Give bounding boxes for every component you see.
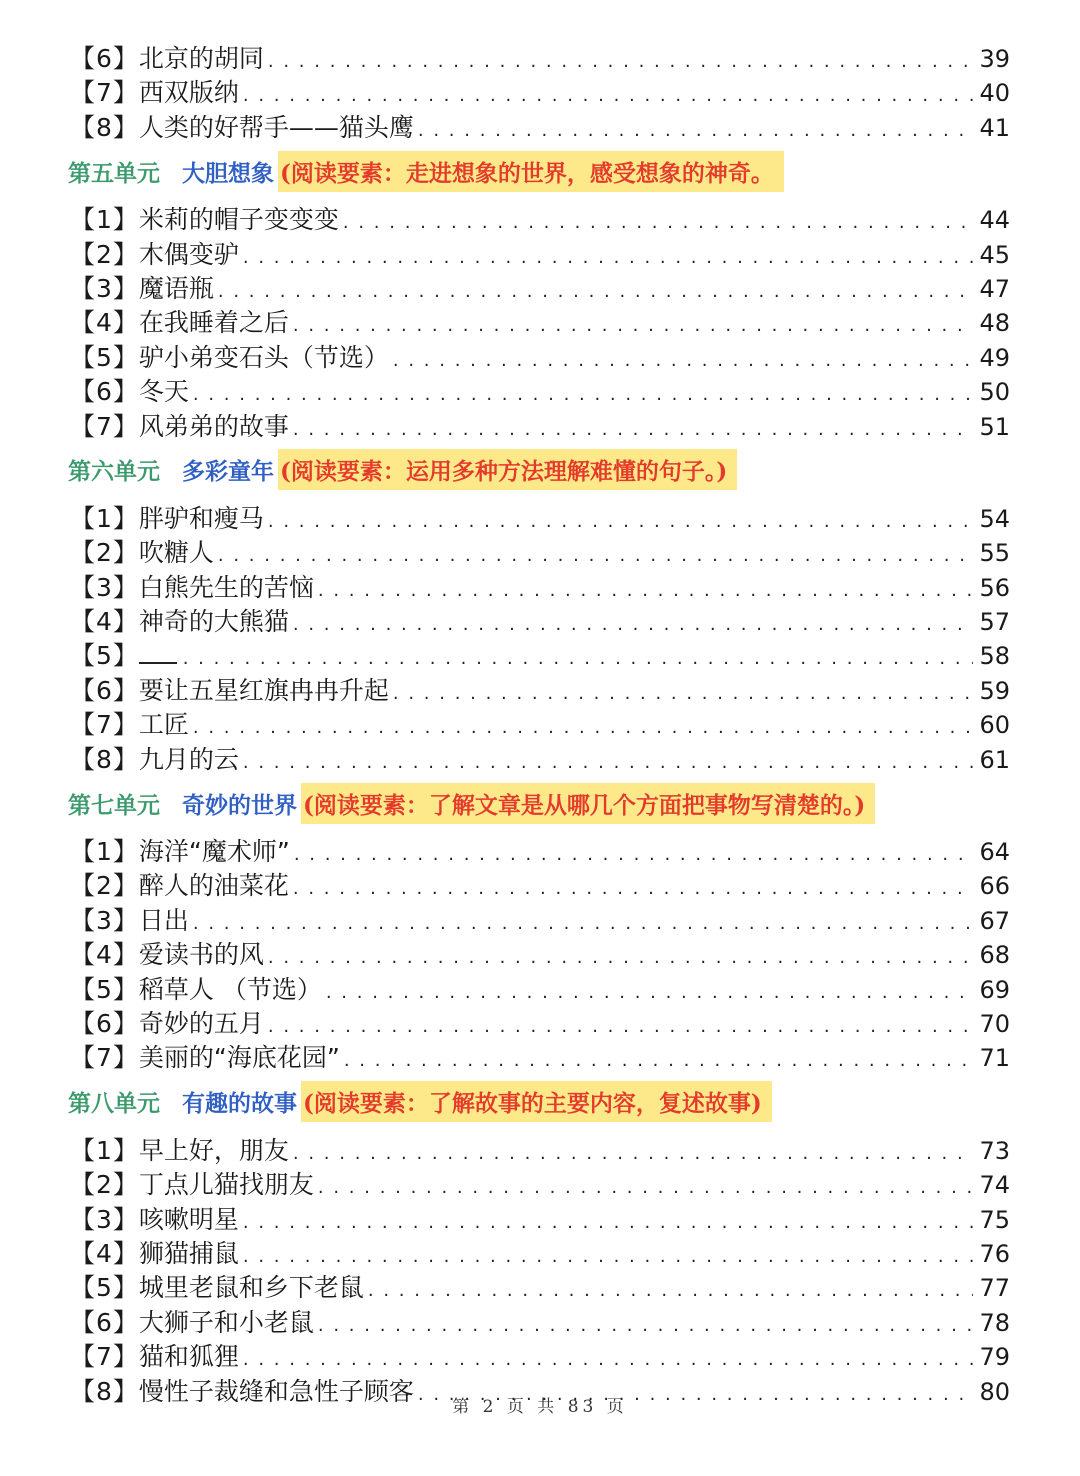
toc-entry[interactable] bbox=[70, 341, 1010, 375]
unit-label: 第七单元 bbox=[68, 791, 160, 819]
blank-title-line bbox=[139, 640, 177, 664]
toc-entry[interactable] bbox=[70, 1306, 1010, 1340]
unit-heading bbox=[66, 448, 1006, 492]
entry-page-number: 66 bbox=[979, 872, 1010, 901]
entry-number: 【8】 bbox=[70, 112, 139, 142]
entry-number: 【3】 bbox=[70, 572, 139, 602]
toc-entry[interactable] bbox=[70, 674, 1010, 708]
entry-number: 【5】 bbox=[70, 974, 139, 1004]
toc-entry[interactable] bbox=[70, 1271, 1010, 1305]
reading-requirement: (阅读要素：了解文章是从哪几个方面把事物写清楚的。) bbox=[301, 783, 875, 824]
entry-page-number: 69 bbox=[979, 975, 1010, 1004]
entry-title: 在我睡着之后 bbox=[138, 308, 289, 338]
entry-number: 【3】 bbox=[70, 273, 139, 303]
entry-page-number: 41 bbox=[979, 113, 1010, 142]
dot-leader bbox=[243, 241, 974, 275]
entry-number: 【6】 bbox=[70, 675, 139, 705]
entry-title: 美丽的“海底花园” bbox=[138, 1043, 340, 1073]
toc-entry[interactable] bbox=[70, 375, 1010, 409]
toc-entry[interactable] bbox=[70, 1168, 1010, 1202]
toc-entry[interactable] bbox=[70, 306, 1010, 340]
dot-leader bbox=[318, 574, 974, 608]
toc-entry[interactable] bbox=[70, 1134, 1010, 1168]
toc-entry[interactable] bbox=[70, 1203, 1010, 1237]
unit-heading bbox=[66, 1080, 1006, 1124]
dot-leader bbox=[268, 505, 974, 539]
unit-label: 第八单元 bbox=[68, 1090, 160, 1118]
entry-number: 【7】 bbox=[70, 1043, 139, 1073]
entry-page-number: 70 bbox=[979, 1009, 1010, 1038]
entry-title: 吹糖人 bbox=[138, 538, 214, 568]
unit-theme: 多彩童年 bbox=[182, 458, 274, 486]
entry-number: 【5】 bbox=[70, 641, 139, 671]
entry-number: 【2】 bbox=[70, 538, 139, 568]
entry-page-number: 51 bbox=[979, 412, 1010, 441]
entry-title: 慢性子裁缝和急性子顾客 bbox=[138, 1376, 414, 1406]
entry-page-number: 76 bbox=[979, 1239, 1010, 1268]
page-footer: 第 2 页 共 83 页 bbox=[452, 1397, 628, 1417]
dot-leader bbox=[318, 1309, 974, 1343]
entry-title: 咳嗽明星 bbox=[138, 1204, 239, 1234]
dot-leader bbox=[268, 941, 974, 975]
entry-number: 【2】 bbox=[70, 1170, 139, 1200]
entry-page-number: 48 bbox=[979, 309, 1010, 338]
entry-page-number: 68 bbox=[979, 941, 1010, 970]
entry-number: 【1】 bbox=[70, 503, 139, 533]
dot-leader bbox=[218, 275, 974, 309]
entry-page-number: 45 bbox=[979, 240, 1010, 269]
toc-entry[interactable] bbox=[70, 1340, 1010, 1374]
entry-title: 西双版纳 bbox=[138, 78, 239, 108]
entry-number: 【1】 bbox=[70, 205, 139, 235]
entry-number: 【4】 bbox=[70, 607, 139, 637]
entry-number: 【2】 bbox=[70, 239, 139, 269]
dot-leader bbox=[193, 907, 974, 941]
toc-entry[interactable] bbox=[70, 743, 1010, 777]
toc-entry[interactable] bbox=[70, 1007, 1010, 1041]
toc-entry[interactable] bbox=[70, 973, 1010, 1007]
entry-title: 冬天 bbox=[138, 377, 189, 407]
entry-page-number: 44 bbox=[979, 206, 1010, 235]
entry-number: 【4】 bbox=[70, 1238, 139, 1268]
dot-leader bbox=[243, 1343, 974, 1377]
dot-leader bbox=[243, 1206, 974, 1240]
entry-title: 大狮子和小老鼠 bbox=[138, 1307, 314, 1337]
entry-page-number: 61 bbox=[979, 745, 1010, 774]
entry-page-number: 49 bbox=[979, 343, 1010, 372]
toc-entry[interactable] bbox=[70, 605, 1010, 639]
entry-number: 【8】 bbox=[70, 744, 139, 774]
entry-page-number: 79 bbox=[979, 1343, 1010, 1372]
entry-page-number: 47 bbox=[979, 274, 1010, 303]
dot-leader bbox=[293, 1137, 974, 1171]
dot-leader bbox=[343, 206, 974, 240]
entry-title: 神奇的大熊猫 bbox=[138, 607, 289, 637]
toc-entry[interactable] bbox=[70, 238, 1010, 272]
dot-leader bbox=[344, 1044, 974, 1078]
entry-number: 【4】 bbox=[70, 308, 139, 338]
entry-number: 【7】 bbox=[70, 78, 139, 108]
toc-entry[interactable] bbox=[70, 410, 1010, 444]
entry-number: 【4】 bbox=[70, 940, 139, 970]
dot-leader bbox=[326, 976, 974, 1010]
dot-leader bbox=[318, 1171, 974, 1205]
entry-page-number: 74 bbox=[979, 1171, 1010, 1200]
reading-requirement: (阅读要素：走进想象的世界，感受想象的神奇。 bbox=[278, 151, 784, 192]
unit-theme: 奇妙的世界 bbox=[182, 791, 297, 819]
entry-number: 【7】 bbox=[70, 411, 139, 441]
dot-leader bbox=[243, 1240, 974, 1274]
toc-entry[interactable] bbox=[70, 76, 1010, 110]
toc-entry[interactable] bbox=[70, 835, 1010, 869]
entry-page-number: 80 bbox=[979, 1377, 1010, 1406]
entry-page-number: 59 bbox=[979, 676, 1010, 705]
entry-number: 【7】 bbox=[70, 710, 139, 740]
entry-number: 【3】 bbox=[70, 1204, 139, 1234]
entry-title: 九月的云 bbox=[138, 744, 239, 774]
dot-leader bbox=[183, 642, 974, 676]
dot-leader bbox=[268, 1010, 974, 1044]
entry-title: 魔语瓶 bbox=[138, 273, 214, 303]
entry-page-number: 71 bbox=[979, 1044, 1010, 1073]
toc-entry[interactable] bbox=[70, 639, 1010, 673]
entry-number: 【7】 bbox=[70, 1342, 139, 1372]
unit-label: 第六单元 bbox=[68, 458, 160, 486]
entry-number: 【2】 bbox=[70, 871, 139, 901]
entry-number: 【6】 bbox=[70, 1008, 139, 1038]
table-of-contents bbox=[70, 42, 1010, 1409]
entry-number: 【6】 bbox=[70, 1307, 139, 1337]
dot-leader bbox=[393, 344, 974, 378]
entry-page-number: 39 bbox=[979, 45, 1010, 73]
entry-number: 【1】 bbox=[70, 837, 139, 867]
entry-page-number: 78 bbox=[979, 1308, 1010, 1337]
toc-entry[interactable] bbox=[70, 708, 1010, 742]
entry-title: 驴小弟变石头（节选） bbox=[138, 342, 389, 372]
entry-title: 爱读书的风 bbox=[138, 940, 264, 970]
entry-number: 【8】 bbox=[70, 1376, 139, 1406]
toc-entry[interactable] bbox=[70, 272, 1010, 306]
dot-leader bbox=[268, 45, 974, 79]
entry-title: 米莉的帽子变变变 bbox=[138, 205, 339, 235]
entry-page-number: 58 bbox=[979, 642, 1010, 671]
toc-entry[interactable] bbox=[70, 203, 1010, 237]
entry-page-number: 55 bbox=[979, 539, 1010, 568]
entry-title: 北京的胡同 bbox=[138, 44, 264, 73]
toc-entry[interactable] bbox=[70, 869, 1010, 903]
dot-leader bbox=[243, 746, 974, 780]
entry-page-number: 77 bbox=[979, 1274, 1010, 1303]
entry-title: 猫和狐狸 bbox=[138, 1342, 239, 1372]
entry-page-number: 57 bbox=[979, 608, 1010, 637]
dot-leader bbox=[193, 711, 974, 745]
entry-number: 【6】 bbox=[70, 44, 139, 73]
entry-number: 【5】 bbox=[70, 342, 139, 372]
entry-number: 【1】 bbox=[70, 1135, 139, 1165]
unit-heading bbox=[66, 149, 1006, 193]
dot-leader bbox=[393, 677, 974, 711]
entry-page-number: 75 bbox=[979, 1205, 1010, 1234]
dot-leader bbox=[293, 608, 974, 642]
entry-title: 木偶变驴 bbox=[138, 239, 239, 269]
dot-leader bbox=[193, 378, 974, 412]
entry-title: 早上好，朋友 bbox=[138, 1135, 289, 1165]
entry-title: 白熊先生的苦恼 bbox=[138, 572, 314, 602]
toc-entry[interactable] bbox=[70, 1237, 1010, 1271]
reading-requirement: (阅读要素：运用多种方法理解难懂的句子。) bbox=[278, 449, 737, 490]
entry-title: 醉人的油菜花 bbox=[138, 871, 289, 901]
entry-page-number: 56 bbox=[979, 573, 1010, 602]
unit-theme: 大胆想象 bbox=[182, 159, 274, 187]
entry-title: 工匠 bbox=[138, 710, 189, 740]
entry-number: 【3】 bbox=[70, 905, 139, 935]
dot-leader bbox=[293, 309, 974, 343]
unit-theme: 有趣的故事 bbox=[182, 1090, 297, 1118]
entry-title: 奇妙的五月 bbox=[138, 1008, 264, 1038]
entry-title: 风弟弟的故事 bbox=[138, 411, 289, 441]
dot-leader bbox=[293, 413, 974, 447]
dot-leader bbox=[368, 1274, 974, 1308]
reading-requirement: (阅读要素：了解故事的主要内容，复述故事) bbox=[301, 1081, 772, 1122]
toc-entry[interactable] bbox=[70, 42, 1010, 76]
unit-label: 第五单元 bbox=[68, 159, 160, 187]
entry-page-number: 60 bbox=[979, 711, 1010, 740]
dot-leader bbox=[243, 79, 974, 113]
dot-leader bbox=[418, 114, 974, 148]
toc-entry[interactable] bbox=[70, 111, 1010, 145]
entry-title: 人类的好帮手——猫头鹰 bbox=[138, 112, 414, 142]
toc-entry[interactable] bbox=[70, 938, 1010, 972]
dot-leader bbox=[218, 539, 974, 573]
entry-page-number: 64 bbox=[979, 838, 1010, 867]
entry-page-number: 73 bbox=[979, 1136, 1010, 1165]
unit-heading bbox=[66, 781, 1006, 825]
entry-page-number: 54 bbox=[979, 504, 1010, 533]
entry-title: 要让五星红旗冉冉升起 bbox=[138, 675, 389, 705]
entry-number: 【5】 bbox=[70, 1273, 139, 1303]
entry-title: 海洋“魔术师” bbox=[138, 837, 290, 867]
entry-number: 【6】 bbox=[70, 377, 139, 407]
toc-entry[interactable] bbox=[70, 502, 1010, 536]
entry-page-number: 40 bbox=[979, 79, 1010, 108]
dot-leader bbox=[293, 872, 974, 906]
dot-leader bbox=[294, 838, 974, 872]
entry-title: 城里老鼠和乡下老鼠 bbox=[138, 1273, 364, 1303]
entry-title: 胖驴和瘦马 bbox=[138, 503, 264, 533]
toc-entry[interactable] bbox=[70, 536, 1010, 570]
entry-title: 狮猫捕鼠 bbox=[138, 1238, 239, 1268]
entry-page-number: 67 bbox=[979, 906, 1010, 935]
toc-entry[interactable] bbox=[70, 571, 1010, 605]
toc-entry[interactable] bbox=[70, 904, 1010, 938]
entry-title: 丁点儿猫找朋友 bbox=[138, 1170, 314, 1200]
entry-page-number: 50 bbox=[979, 378, 1010, 407]
entry-title: 稻草人 （节选） bbox=[138, 974, 322, 1004]
entry-title: 日出 bbox=[138, 905, 189, 935]
toc-entry[interactable] bbox=[70, 1041, 1010, 1075]
